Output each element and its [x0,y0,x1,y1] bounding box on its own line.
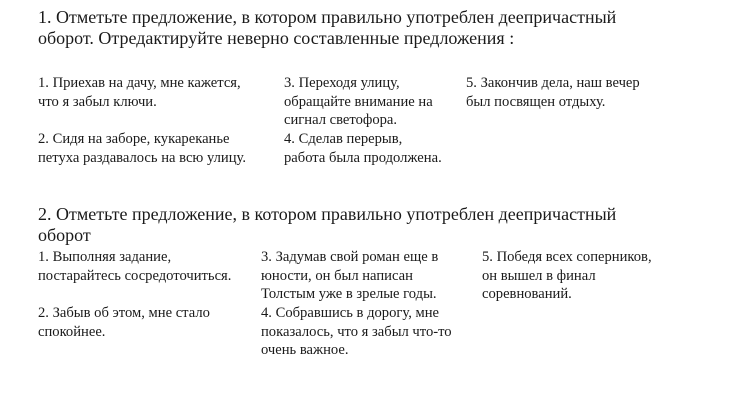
question-2-title-line2: оборот [38,225,91,245]
q2-option-5-line3: соревнований. [482,286,572,302]
q2-option-4-line3: очень важное. [261,342,349,358]
q1-option-4-line2: работа была продолжена. [284,149,442,166]
q2-option-3-line1: 3. Задумав свой роман еще в [261,249,439,265]
q2-option-3 [261,248,438,304]
q2-option-3-line2: юности, он был написан [261,267,413,284]
q2-option-5-line2: он вышел в финал [482,267,596,284]
question-1-title-line1: 1. Отметьте предложение, в котором правильно употреблен деепричастный [38,7,617,27]
q1-option-3-line3: сигнал светофора. [284,112,398,128]
q1-option-5 [466,74,640,111]
q1-option-1-line1: 1. Приехав на дачу, мне кажется, [38,75,241,91]
q1-option-2 [38,130,246,167]
question-1-title [38,7,616,49]
q1-option-5-line1: 5. Закончив дела, наш вечер [466,75,640,91]
q2-option-4-line1: 4. Собравшись в дорогу, мне [261,305,440,321]
question-1-title-line2: оборот. Отредактируйте неверно составленные предложения : [38,28,515,48]
q1-option-1-line2: что я забыл ключи. [38,93,157,110]
q2-option-5 [482,248,652,304]
q2-option-1-line1: 1. Выполняя задание, [38,249,172,265]
q1-option-5-line2: был посвящен отдыху. [466,93,606,110]
q2-option-1 [38,248,231,285]
q2-option-5-line1: 5. Победя всех соперников, [482,249,652,265]
q1-option-2-line1: 2. Сидя на заборе, кукареканье [38,131,230,147]
question-2-title [38,204,616,246]
q2-option-1-line2: постарайтесь сосредоточиться. [38,267,232,284]
q1-option-3-line1: 3. Переходя улицу, [284,75,400,91]
q1-option-4-line1: 4. Сделав перерыв, [284,131,403,147]
question-2-title-line1: 2. Отметьте предложение, в котором правильно употреблен деепричастный [38,204,617,224]
q1-option-3-line2: обращайте внимание на [284,93,433,110]
q2-option-3-line3: Толстым уже в зрелые годы. [261,286,437,302]
q1-option-3 [284,74,433,130]
q1-option-1 [38,74,241,111]
q2-option-4-line2: показалось, что я забыл что-то [261,323,452,340]
q2-option-2-line2: спокойнее. [38,323,106,340]
q2-option-2 [38,304,210,341]
q2-option-2-line1: 2. Забыв об этом, мне стало [38,305,210,321]
q2-option-4 [261,304,452,360]
q1-option-4 [284,130,442,167]
q1-option-2-line2: петуха раздавалось на всю улицу. [38,149,247,166]
